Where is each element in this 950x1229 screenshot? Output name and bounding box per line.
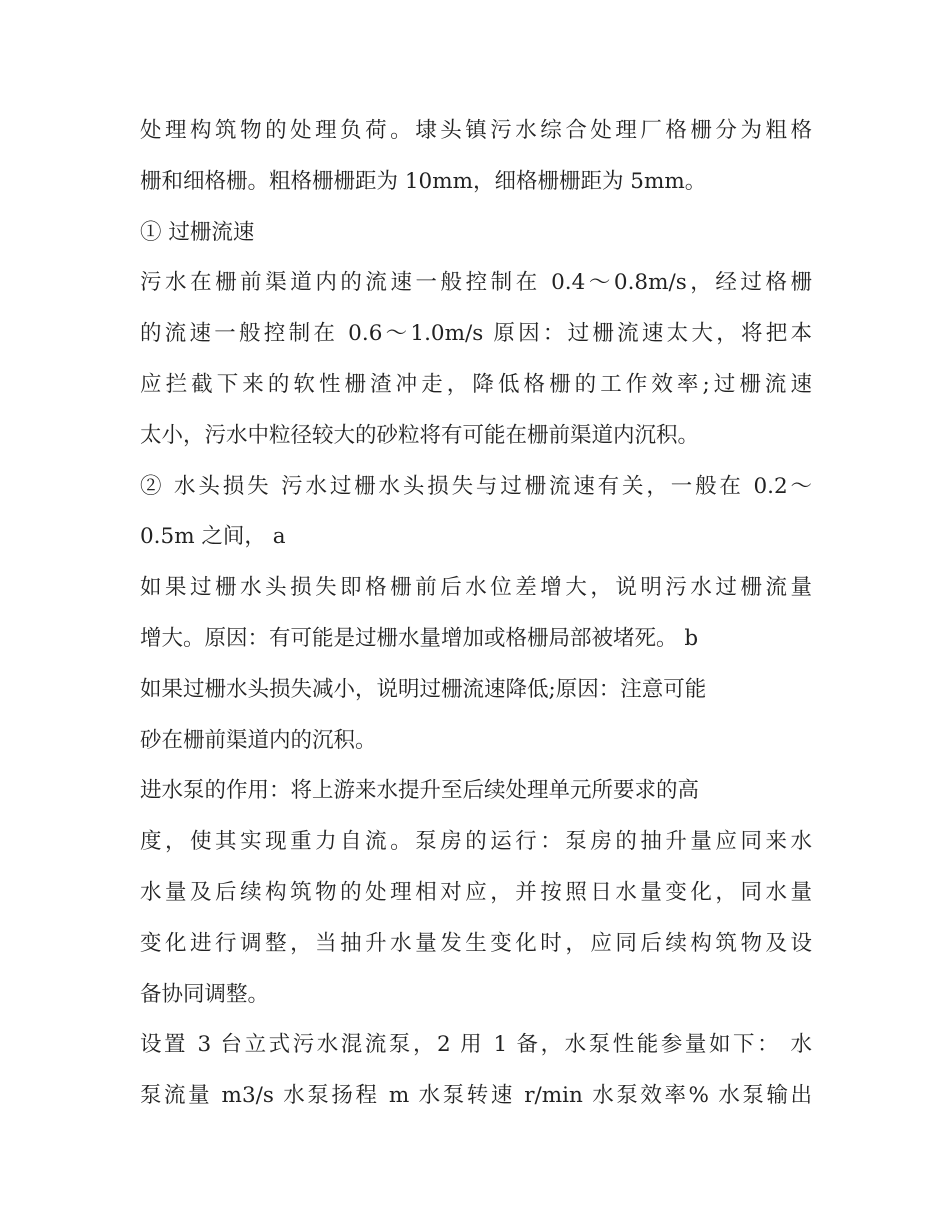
text-line: 进水泵的作用：将上游来水提升至后续处理单元所要求的高 — [140, 778, 700, 804]
text-line: 泵流量 m3/s 水泵扬程 m 水泵转速 r/min 水泵效率% 水泵输出 — [140, 1083, 812, 1109]
document-body — [140, 106, 812, 1122]
text-line: 处理构筑物的处理负荷。埭头镇污水综合处理厂格栅分为粗格 — [140, 118, 812, 143]
text-line: 太小，污水中粒径较大的砂粒将有可能在栅前渠道内沉积。 — [140, 422, 700, 448]
text-line: 度，使其实现重力自流。泵房的运行：泵房的抽升量应同来水 — [140, 829, 812, 855]
text-line: ① 过栅流速 — [140, 219, 255, 245]
text-line: 如果过栅水头损失减小，说明过栅流速降低;原因：注意可能 — [140, 676, 707, 702]
text-line: 增大。原因：有可能是过栅水量增加或格栅局部被堵死。 b — [140, 625, 699, 651]
text-line: 备协同调整。 — [140, 981, 270, 1007]
text-line: 砂在栅前渠道内的沉积。 — [140, 727, 377, 753]
text-line: 污水在栅前渠道内的流速一般控制在 0.4～0.8m/s，经过格栅 — [140, 270, 812, 296]
text-line: 设置 3 台立式污水混流泵，2 用 1 备，水泵性能参量如下： 水 — [140, 1032, 812, 1058]
text-line: 的流速一般控制在 0.6～1.0m/s 原因：过栅流速太大，将把本 — [140, 321, 812, 347]
text-line: 0.5m 之间， a — [140, 524, 286, 550]
text-line: 变化进行调整，当抽升水量发生变化时，应同后续构筑物及设 — [140, 930, 812, 956]
text-line: 水量及后续构筑物的处理相对应，并按照日水量变化，同水量 — [140, 879, 812, 905]
text-line: 栅和细格栅。粗格栅栅距为 10mm，细格栅栅距为 5mm。 — [140, 168, 707, 194]
text-line: 应拦截下来的软性栅渣冲走，降低格栅的工作效率;过栅流速 — [140, 371, 812, 397]
text-line: ② 水头损失 污水过栅水头损失与过栅流速有关，一般在 0.2～ — [140, 473, 812, 499]
text-line: 如果过栅水头损失即格栅前后水位差增大，说明污水过栅流量 — [140, 575, 812, 601]
